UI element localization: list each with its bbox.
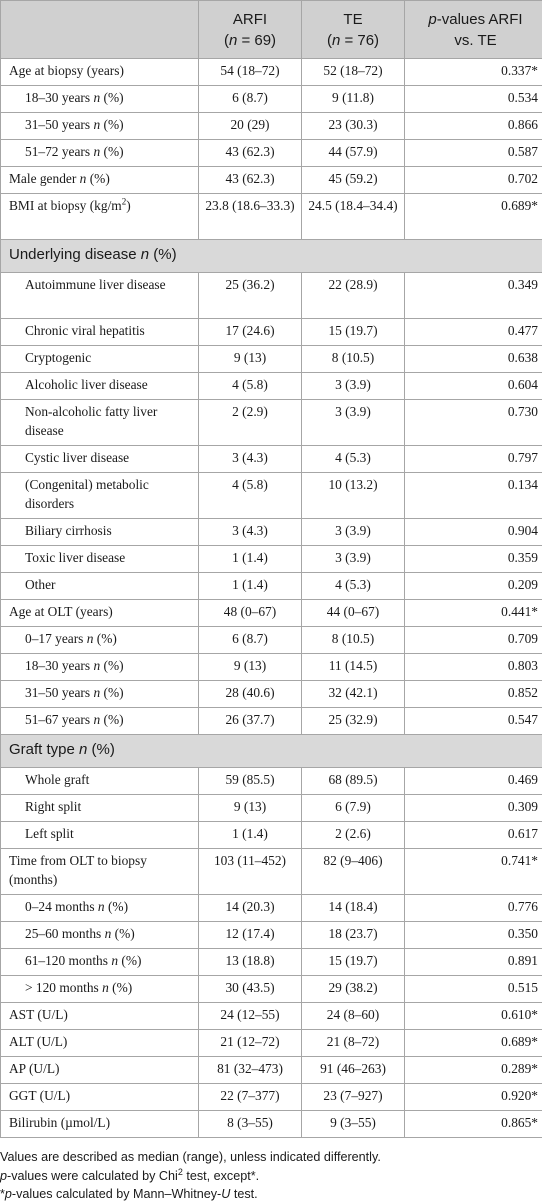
te-value: 91 (46–263) bbox=[302, 1057, 405, 1084]
p-value: 0.441* bbox=[405, 600, 542, 627]
te-value: 3 (3.9) bbox=[302, 546, 405, 573]
arfi-value: 8 (3–55) bbox=[199, 1111, 302, 1138]
p-value: 0.309 bbox=[405, 795, 542, 822]
row-label: 18–30 years n (%) bbox=[1, 654, 199, 681]
table-footnotes bbox=[0, 1138, 542, 1204]
te-value: 29 (38.2) bbox=[302, 976, 405, 1003]
table-row bbox=[1, 573, 542, 600]
arfi-value: 13 (18.8) bbox=[199, 949, 302, 976]
arfi-value: 1 (1.4) bbox=[199, 573, 302, 600]
p-value: 0.469 bbox=[405, 768, 542, 795]
p-value: 0.920* bbox=[405, 1084, 542, 1111]
arfi-value: 1 (1.4) bbox=[199, 546, 302, 573]
p-value: 0.689* bbox=[405, 1030, 542, 1057]
te-value: 52 (18–72) bbox=[302, 59, 405, 86]
row-label: Biliary cirrhosis bbox=[1, 519, 199, 546]
p-value: 0.604 bbox=[405, 373, 542, 400]
arfi-value: 4 (5.8) bbox=[199, 373, 302, 400]
header-arfi-n: (n = 69) bbox=[199, 30, 301, 51]
te-value: 44 (0–67) bbox=[302, 600, 405, 627]
table-row bbox=[1, 446, 542, 473]
p-value: 0.610* bbox=[405, 1003, 542, 1030]
te-value: 8 (10.5) bbox=[302, 346, 405, 373]
table-row bbox=[1, 1057, 542, 1084]
row-label: Alcoholic liver disease bbox=[1, 373, 199, 400]
p-value: 0.359 bbox=[405, 546, 542, 573]
p-value: 0.776 bbox=[405, 895, 542, 922]
row-label: ALT (U/L) bbox=[1, 1030, 199, 1057]
footnote: p-values were calculated by Chi$^2$ test, except*. bbox=[0, 1167, 542, 1186]
p-value: 0.134 bbox=[405, 473, 542, 519]
header-empty-cell bbox=[1, 1, 199, 59]
row-label: Bilirubin (µmol/L) bbox=[1, 1111, 199, 1138]
table-row bbox=[1, 708, 542, 735]
p-value: 0.209 bbox=[405, 573, 542, 600]
table-row bbox=[1, 400, 542, 446]
te-value: 32 (42.1) bbox=[302, 681, 405, 708]
arfi-value: 21 (12–72) bbox=[199, 1030, 302, 1057]
table-row bbox=[1, 849, 542, 895]
p-value: 0.852 bbox=[405, 681, 542, 708]
table-row bbox=[1, 1084, 542, 1111]
arfi-value: 22 (7–377) bbox=[199, 1084, 302, 1111]
section-header: Underlying disease n (%) bbox=[1, 240, 542, 273]
row-label: Autoimmune liver disease bbox=[1, 273, 199, 319]
row-label: AST (U/L) bbox=[1, 1003, 199, 1030]
row-label: Age at OLT (years) bbox=[1, 600, 199, 627]
arfi-value: 17 (24.6) bbox=[199, 319, 302, 346]
table-row bbox=[1, 654, 542, 681]
row-label: 51–72 years n (%) bbox=[1, 140, 199, 167]
te-value: 25 (32.9) bbox=[302, 708, 405, 735]
table-header-row bbox=[1, 1, 542, 59]
table-body bbox=[1, 59, 542, 1138]
arfi-value: 25 (36.2) bbox=[199, 273, 302, 319]
p-value: 0.547 bbox=[405, 708, 542, 735]
arfi-value: 54 (18–72) bbox=[199, 59, 302, 86]
footnote: *p-values calculated by Mann–Whitney-U test. bbox=[0, 1185, 542, 1204]
table-row bbox=[1, 319, 542, 346]
p-value: 0.515 bbox=[405, 976, 542, 1003]
arfi-value: 9 (13) bbox=[199, 654, 302, 681]
table-row bbox=[1, 140, 542, 167]
table-row bbox=[1, 113, 542, 140]
p-value: 0.349 bbox=[405, 273, 542, 319]
te-value: 2 (2.6) bbox=[302, 822, 405, 849]
table-row bbox=[1, 822, 542, 849]
table-row bbox=[1, 922, 542, 949]
row-label: Age at biopsy (years) bbox=[1, 59, 199, 86]
row-label: Cystic liver disease bbox=[1, 446, 199, 473]
table-row bbox=[1, 895, 542, 922]
header-te bbox=[302, 1, 405, 59]
p-value: 0.730 bbox=[405, 400, 542, 446]
te-value: 18 (23.7) bbox=[302, 922, 405, 949]
arfi-value: 81 (32–473) bbox=[199, 1057, 302, 1084]
arfi-value: 4 (5.8) bbox=[199, 473, 302, 519]
arfi-value: 20 (29) bbox=[199, 113, 302, 140]
row-label: BMI at biopsy $(kg/m^2)$ bbox=[1, 194, 199, 240]
row-label: Chronic viral hepatitis bbox=[1, 319, 199, 346]
row-label: 51–67 years n (%) bbox=[1, 708, 199, 735]
row-label: Non-alcoholic fatty liver disease bbox=[1, 400, 199, 446]
arfi-value: 26 (37.7) bbox=[199, 708, 302, 735]
row-label: 0–24 months n (%) bbox=[1, 895, 199, 922]
te-value: 9 (3–55) bbox=[302, 1111, 405, 1138]
arfi-value: 6 (8.7) bbox=[199, 627, 302, 654]
p-value: 0.477 bbox=[405, 319, 542, 346]
row-label: 18–30 years n (%) bbox=[1, 86, 199, 113]
te-value: 44 (57.9) bbox=[302, 140, 405, 167]
p-value: 0.803 bbox=[405, 654, 542, 681]
row-label: GGT (U/L) bbox=[1, 1084, 199, 1111]
table-row bbox=[1, 976, 542, 1003]
te-value: 10 (13.2) bbox=[302, 473, 405, 519]
header-arfi bbox=[199, 1, 302, 59]
header-te-title: TE bbox=[302, 9, 404, 30]
p-value: 0.866 bbox=[405, 113, 542, 140]
te-value: 6 (7.9) bbox=[302, 795, 405, 822]
p-value: 0.891 bbox=[405, 949, 542, 976]
section-header: Graft type n (%) bbox=[1, 735, 542, 768]
table-row bbox=[1, 473, 542, 519]
p-value: 0.904 bbox=[405, 519, 542, 546]
p-value: 0.587 bbox=[405, 140, 542, 167]
te-value: 15 (19.7) bbox=[302, 319, 405, 346]
table-row bbox=[1, 273, 542, 319]
arfi-value: 2 (2.9) bbox=[199, 400, 302, 446]
arfi-value: 43 (62.3) bbox=[199, 167, 302, 194]
te-value: 23 (7–927) bbox=[302, 1084, 405, 1111]
table-row bbox=[1, 681, 542, 708]
header-pvalues-line2: vs. TE bbox=[405, 30, 542, 51]
table-row bbox=[1, 546, 542, 573]
p-value: 0.617 bbox=[405, 822, 542, 849]
arfi-value: 9 (13) bbox=[199, 346, 302, 373]
te-value: 14 (18.4) bbox=[302, 895, 405, 922]
arfi-value: 30 (43.5) bbox=[199, 976, 302, 1003]
section-header-row bbox=[1, 735, 542, 768]
p-value: 0.865* bbox=[405, 1111, 542, 1138]
arfi-value: 1 (1.4) bbox=[199, 822, 302, 849]
arfi-value: 48 (0–67) bbox=[199, 600, 302, 627]
row-label: 31–50 years n (%) bbox=[1, 113, 199, 140]
p-value: 0.534 bbox=[405, 86, 542, 113]
table-row bbox=[1, 795, 542, 822]
arfi-value: 12 (17.4) bbox=[199, 922, 302, 949]
te-value: 68 (89.5) bbox=[302, 768, 405, 795]
arfi-value: 3 (4.3) bbox=[199, 446, 302, 473]
table-row bbox=[1, 1003, 542, 1030]
te-value: 21 (8–72) bbox=[302, 1030, 405, 1057]
footnote: Values are described as median (range), unless indicated differently. bbox=[0, 1148, 542, 1167]
te-value: 4 (5.3) bbox=[302, 446, 405, 473]
row-label: Cryptogenic bbox=[1, 346, 199, 373]
header-te-n: (n = 76) bbox=[302, 30, 404, 51]
p-value: 0.350 bbox=[405, 922, 542, 949]
table-row bbox=[1, 194, 542, 240]
te-value: 3 (3.9) bbox=[302, 400, 405, 446]
table-row bbox=[1, 1111, 542, 1138]
arfi-value: 6 (8.7) bbox=[199, 86, 302, 113]
arfi-value: 9 (13) bbox=[199, 795, 302, 822]
p-value: 0.289* bbox=[405, 1057, 542, 1084]
arfi-value: 24 (12–55) bbox=[199, 1003, 302, 1030]
p-value: 0.638 bbox=[405, 346, 542, 373]
row-label: 61–120 months n (%) bbox=[1, 949, 199, 976]
table-row bbox=[1, 346, 542, 373]
te-value: 23 (30.3) bbox=[302, 113, 405, 140]
p-value: 0.797 bbox=[405, 446, 542, 473]
table-row bbox=[1, 86, 542, 113]
table-row bbox=[1, 59, 542, 86]
row-label: AP (U/L) bbox=[1, 1057, 199, 1084]
section-header-row bbox=[1, 240, 542, 273]
arfi-value: 103 (11–452) bbox=[199, 849, 302, 895]
te-value: 24.5 (18.4–34.4) bbox=[302, 194, 405, 240]
row-label: 25–60 months n (%) bbox=[1, 922, 199, 949]
arfi-value: 28 (40.6) bbox=[199, 681, 302, 708]
p-value: 0.702 bbox=[405, 167, 542, 194]
row-label: Right split bbox=[1, 795, 199, 822]
p-value: 0.709 bbox=[405, 627, 542, 654]
row-label: Time from OLT to biopsy (months) bbox=[1, 849, 199, 895]
row-label: > 120 months n (%) bbox=[1, 976, 199, 1003]
row-label: Male gender n (%) bbox=[1, 167, 199, 194]
p-value: 0.689* bbox=[405, 194, 542, 240]
arfi-value: 43 (62.3) bbox=[199, 140, 302, 167]
table-row bbox=[1, 949, 542, 976]
arfi-value: 59 (85.5) bbox=[199, 768, 302, 795]
row-label: Whole graft bbox=[1, 768, 199, 795]
te-value: 45 (59.2) bbox=[302, 167, 405, 194]
row-label: 31–50 years n (%) bbox=[1, 681, 199, 708]
te-value: 9 (11.8) bbox=[302, 86, 405, 113]
table-row bbox=[1, 167, 542, 194]
te-value: 4 (5.3) bbox=[302, 573, 405, 600]
row-label: (Congenital) metabolic disorders bbox=[1, 473, 199, 519]
te-value: 8 (10.5) bbox=[302, 627, 405, 654]
te-value: 3 (3.9) bbox=[302, 373, 405, 400]
te-value: 82 (9–406) bbox=[302, 849, 405, 895]
table-row bbox=[1, 768, 542, 795]
arfi-value: 3 (4.3) bbox=[199, 519, 302, 546]
table-row bbox=[1, 373, 542, 400]
header-pvalues-line1: p-values ARFI bbox=[405, 9, 542, 30]
header-pvalues bbox=[405, 1, 542, 59]
te-value: 24 (8–60) bbox=[302, 1003, 405, 1030]
arfi-value: 23.8 (18.6–33.3) bbox=[199, 194, 302, 240]
row-label: 0–17 years n (%) bbox=[1, 627, 199, 654]
table-row bbox=[1, 600, 542, 627]
row-label: Toxic liver disease bbox=[1, 546, 199, 573]
te-value: 3 (3.9) bbox=[302, 519, 405, 546]
header-arfi-title: ARFI bbox=[199, 9, 301, 30]
table-row bbox=[1, 519, 542, 546]
te-value: 15 (19.7) bbox=[302, 949, 405, 976]
table-row bbox=[1, 1030, 542, 1057]
te-value: 22 (28.9) bbox=[302, 273, 405, 319]
te-value: 11 (14.5) bbox=[302, 654, 405, 681]
row-label: Left split bbox=[1, 822, 199, 849]
p-value: 0.741* bbox=[405, 849, 542, 895]
row-label: Other bbox=[1, 573, 199, 600]
arfi-value: 14 (20.3) bbox=[199, 895, 302, 922]
p-value: 0.337* bbox=[405, 59, 542, 86]
table-row bbox=[1, 627, 542, 654]
